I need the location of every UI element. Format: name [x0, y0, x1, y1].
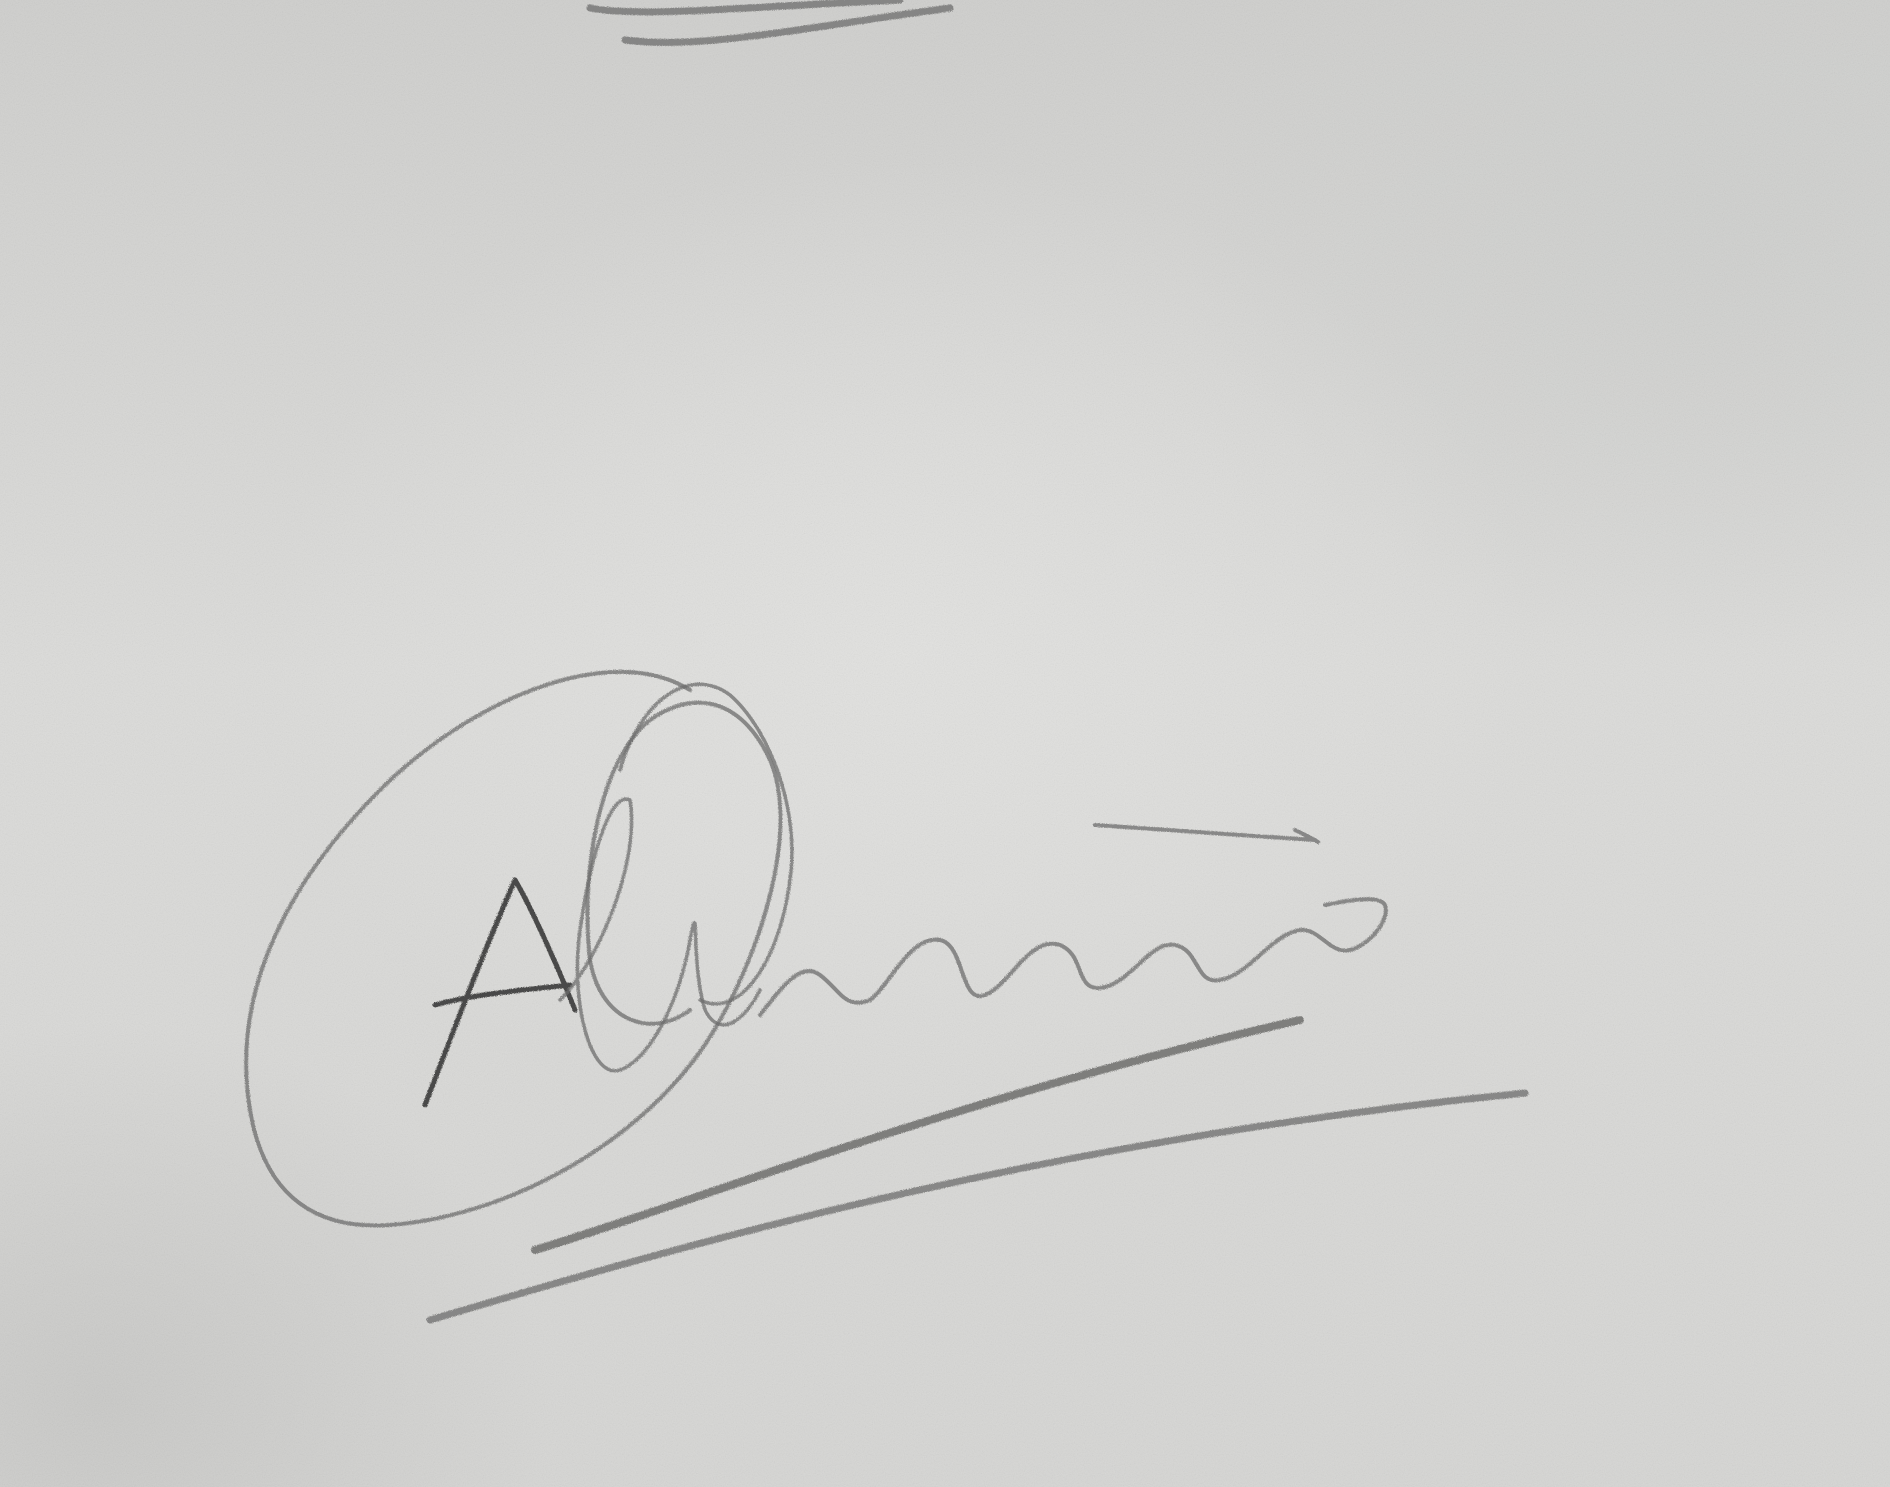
signature-underline-2 [430, 1093, 1525, 1320]
signature-small-loops [560, 799, 760, 1071]
top-partial-stroke [590, 0, 950, 42]
signature-arrow-stroke [1095, 825, 1318, 842]
signature-inner-loop [620, 684, 792, 1004]
signature-letter-a [425, 880, 575, 1105]
signature-letters-min [760, 899, 1386, 1015]
signature-loop [246, 672, 780, 1226]
